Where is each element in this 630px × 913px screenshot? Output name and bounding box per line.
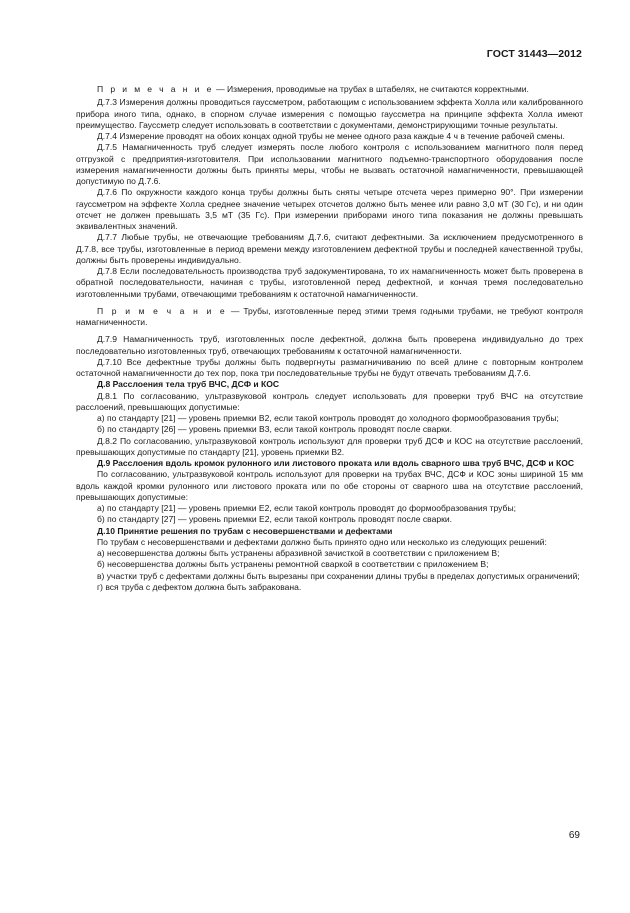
clause-d-10-body: По трубам с несовершенствами и дефектами должно быть принято одно или несколько из следующих решений: bbox=[97, 536, 547, 547]
list-item-b: б) по стандарту [27] — уровень приемки Е2, если такой контроль проводят после сварки. bbox=[97, 514, 453, 525]
clause-d-7-8: Д.7.8 Если последовательность производства труб задокументирована, то их намагниченность может быть проверена в обратной последовательности, начиная с трубы, изготовленной перед дефектной, и кончая тремя последовательно изготовленными трубами, отвечающими требованиям к остаточной намагниченности. bbox=[76, 266, 583, 299]
note-label: П р и м е ч а н и е bbox=[97, 84, 214, 94]
note-paragraph bbox=[76, 84, 583, 95]
clause-d-8-2: Д.8.2 По согласованию, ультразвуковой контроль используют для проверки труб ДСФ и КОС на отсутствие расслоений, превышающих допустимые по стандарту [21], уровень приемки В2. bbox=[76, 435, 583, 457]
clause-d-7-5: Д.7.5 Намагниченность труб следует измерять после любого контроля с использованием магнитного поля перед отгрузкой с предприятия-изготовителя. При использовании магнитного подъемно-транспортного оборудования после измерения намагниченности должны быть приняты меры, чтобы не вызвать остаточной намагниченности, превышающей допустимую по Д.7.6. bbox=[76, 142, 583, 186]
list-item-b: б) по стандарту [26] — уровень приемки В3, если такой контроль проводят после сварки. bbox=[97, 424, 453, 435]
clause-d-8-1: Д.8.1 По согласованию, ультразвуковой контроль следует использовать для проверки труб ВЧС на отсутствие расслоений, превышающих допустимые: bbox=[76, 390, 583, 412]
clause-d-7-4: Д.7.4 Измерение проводят на обоих концах одной трубы не менее одного раза каждые 4 ч в течение рабочей смены. bbox=[97, 131, 565, 141]
clause-d-9-body: По согласованию, ультразвуковой контроль используют для проверки на трубах ВЧС, ДСФ и КОС зоны шириной 15 мм вдоль каждой кромки рулонного или листового проката или по обе стороны от сварного шва на отсутствие расслоений, превышающих допустимые: bbox=[76, 469, 583, 502]
section-heading-d-8: Д.8 Расслоения тела труб ВЧС, ДСФ и КОС bbox=[97, 379, 280, 390]
clause-d-7-7: Д.7.7 Любые трубы, не отвечающие требованиям Д.7.6, считают дефектными. За исключением предусмотренного в Д.7.8, все трубы, изготовленные в период времени между изготовлением дефектной трубы и последней качественной трубы, должны быть проверены индивидуально. bbox=[76, 232, 583, 265]
page-number: 69 bbox=[568, 830, 580, 841]
note-text: — Измерения, проводимые на трубах в штабелях, не считаются корректными. bbox=[213, 84, 529, 94]
note-paragraph bbox=[76, 306, 583, 329]
note-text: — Трубы, изготовленные перед этими тремя годными трубами, не требуют контроля намагниченности. bbox=[76, 305, 583, 327]
note-label: П р и м е ч а н и е bbox=[97, 305, 228, 316]
list-item-a: а) по стандарту [21] — уровень приемки В2, если такой контроль проводят до холодного формообразования трубы; bbox=[97, 413, 559, 423]
clause-d-7-9: Д.7.9 Намагниченность труб, изготовленных после дефектной, должна быть проверена индивидуально до трех последовательно изготовленных труб, отвечающих требованиям к остаточной намагниченности. bbox=[76, 334, 583, 356]
clause-d-7-6: Д.7.6 По окружности каждого конца трубы должны быть сняты четыре отсчета через примерно 90°. При измерении гауссметром на эффекте Холла среднее значение четырех отсчетов должно быть менее или равно 3,0 мТ (30 Гс), и ни один отсчет не должен превышать 3,5 мТ (35 Гс). При измерении приборами иного типа показания не должны превышать эквивалентных значений. bbox=[76, 187, 583, 231]
section-heading-d-10: Д.10 Принятие решения по трубам с несовершенствами и дефектами bbox=[97, 525, 393, 536]
list-item-a: а) несовершенства должны быть устранены абразивной зачисткой в соответствии с приложением В; bbox=[97, 548, 500, 558]
document-body bbox=[76, 82, 583, 593]
document-code-header: ГОСТ 31443—2012 bbox=[486, 48, 582, 60]
clause-d-7-3: Д.7.3 Измерения должны проводиться гауссметром, работающим с использованием эффекта Холла или калиброванного прибора иного типа, однако, в спорном случае измерения с помощью гауссметра на принципе эффекта Холла имеют преимущество. Гауссметр следует использовать в соответствии с документами, демонстрирующими точные результаты. bbox=[76, 97, 583, 130]
list-item-v: в) участки труб с дефектами должны быть вырезаны при сохранении длины трубы в пределах допустимых ограничений; bbox=[97, 570, 580, 581]
clause-d-7-10: Д.7.10 Все дефектные трубы должны быть подвергнуты размагничиванию по всей длине с повторным контролем остаточной намагниченности до тех пор, пока три последовательные трубы не будут отвечать требованиям Д.7.6. bbox=[76, 356, 583, 378]
list-item-a: а) по стандарту [21] — уровень приемки Е2, если такой контроль проводят до формообразования трубы; bbox=[97, 503, 516, 513]
list-item-g: г) вся труба с дефектом должна быть забракована. bbox=[97, 581, 302, 592]
list-item-b: б) несовершенства должны быть устранены ремонтной сваркой в соответствии с приложением В; bbox=[97, 559, 489, 570]
section-heading-d-9: Д.9 Расслоения вдоль кромок рулонного или листового проката или вдоль сварного шва труб ВЧС, ДСФ и КОС bbox=[97, 458, 575, 468]
